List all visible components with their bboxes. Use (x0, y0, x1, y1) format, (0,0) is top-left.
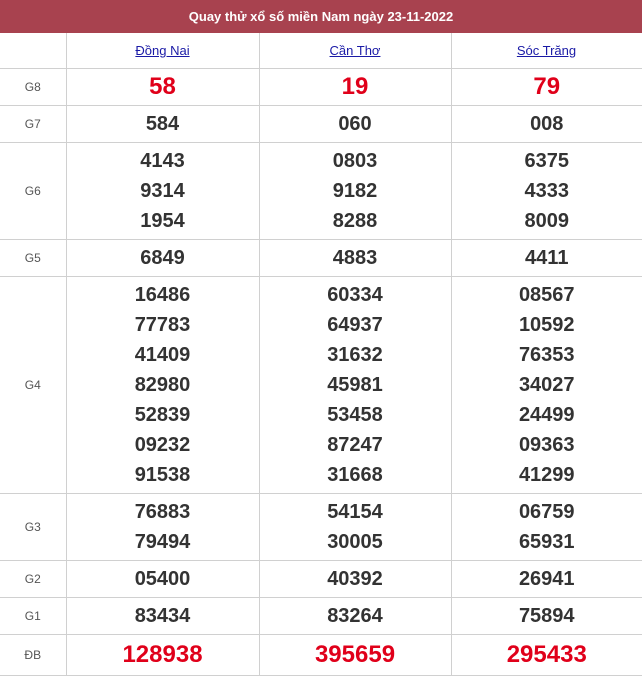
prize-value: 8009 (524, 210, 569, 232)
prize-value: 4143 (140, 150, 185, 172)
prize-value: 58 (66, 69, 259, 106)
prize-value: 05400 (66, 561, 259, 598)
prize-label: G4 (0, 277, 66, 494)
prize-value: 4883 (259, 240, 451, 277)
prize-value: 0803 (332, 150, 378, 172)
prize-value: 08567 (518, 284, 575, 306)
prize-value: 91538 (134, 464, 191, 486)
prize-row-g8 (0, 69, 642, 106)
prize-cell (259, 494, 451, 561)
prize-value: 1954 (140, 210, 185, 232)
prize-cell (66, 277, 259, 494)
prize-value: 10592 (518, 314, 575, 336)
prize-label: G1 (0, 598, 66, 635)
prize-value: 41409 (134, 344, 191, 366)
prize-row-g3 (0, 494, 642, 561)
prize-value: 9314 (140, 180, 185, 202)
prize-cell (259, 143, 451, 240)
prize-cell (66, 494, 259, 561)
special-prize-value: 295433 (451, 635, 642, 676)
prize-value: 60334 (327, 284, 383, 306)
prize-row-special (0, 635, 642, 676)
prize-value: 34027 (518, 374, 575, 396)
prize-value: 09363 (518, 434, 575, 456)
results-table (0, 33, 642, 676)
prize-cell (451, 494, 642, 561)
prize-value: 45981 (327, 374, 383, 396)
province-link-soc-trang[interactable]: Sóc Trăng (516, 42, 577, 58)
prize-label: G7 (0, 106, 66, 143)
prize-cell (451, 143, 642, 240)
prize-value: 584 (66, 106, 259, 143)
prize-value: 83434 (66, 598, 259, 635)
prize-value: 54154 (327, 501, 383, 523)
prize-value: 64937 (327, 314, 383, 336)
prize-row-g4 (0, 277, 642, 494)
prize-label: G8 (0, 69, 66, 106)
prize-value: 060 (259, 106, 451, 143)
prize-label: ĐB (0, 635, 66, 676)
province-header (66, 33, 259, 69)
prize-value: 76883 (134, 501, 191, 523)
prize-value: 76353 (518, 344, 575, 366)
prize-label: G3 (0, 494, 66, 561)
province-header-row (0, 33, 642, 69)
prize-value: 52839 (134, 404, 191, 426)
prize-value: 06759 (518, 501, 575, 523)
province-header (451, 33, 642, 69)
prize-value: 16486 (134, 284, 191, 306)
prize-value: 41299 (518, 464, 575, 486)
prize-label: G2 (0, 561, 66, 598)
prize-cell (451, 277, 642, 494)
prize-row-g6 (0, 143, 642, 240)
prize-value: 87247 (327, 434, 383, 456)
prize-value: 6849 (66, 240, 259, 277)
special-prize-value: 395659 (259, 635, 451, 676)
prize-value: 4333 (524, 180, 569, 202)
prize-value: 26941 (451, 561, 642, 598)
prize-value: 65931 (518, 531, 575, 553)
prize-value: 82980 (134, 374, 191, 396)
prize-value: 09232 (134, 434, 191, 456)
prize-row-g7 (0, 106, 642, 143)
results-title: Quay thử xổ số miền Nam ngày 23-11-2022 (0, 0, 642, 33)
prize-value: 79 (451, 69, 642, 106)
province-header (259, 33, 451, 69)
prize-cell (66, 143, 259, 240)
prize-value: 40392 (259, 561, 451, 598)
province-link-dong-nai[interactable]: Đồng Nai (135, 42, 190, 58)
prize-value: 24499 (518, 404, 575, 426)
prize-value: 4411 (451, 240, 642, 277)
prize-row-g1 (0, 598, 642, 635)
prize-value: 53458 (327, 404, 383, 426)
prize-label: G5 (0, 240, 66, 277)
special-prize-value: 128938 (66, 635, 259, 676)
header-corner (0, 33, 66, 69)
prize-value: 31668 (327, 464, 383, 486)
prize-cell (259, 277, 451, 494)
prize-value: 8288 (332, 210, 378, 232)
prize-value: 6375 (524, 150, 569, 172)
province-link-can-tho[interactable]: Cần Thơ (329, 42, 381, 58)
prize-value: 19 (259, 69, 451, 106)
prize-value: 9182 (332, 180, 378, 202)
prize-row-g5 (0, 240, 642, 277)
prize-value: 79494 (134, 531, 191, 553)
prize-row-g2 (0, 561, 642, 598)
prize-value: 77783 (134, 314, 191, 336)
prize-value: 31632 (327, 344, 383, 366)
prize-value: 83264 (259, 598, 451, 635)
prize-label: G6 (0, 143, 66, 240)
prize-value: 008 (451, 106, 642, 143)
prize-value: 30005 (327, 531, 383, 553)
prize-value: 75894 (451, 598, 642, 635)
